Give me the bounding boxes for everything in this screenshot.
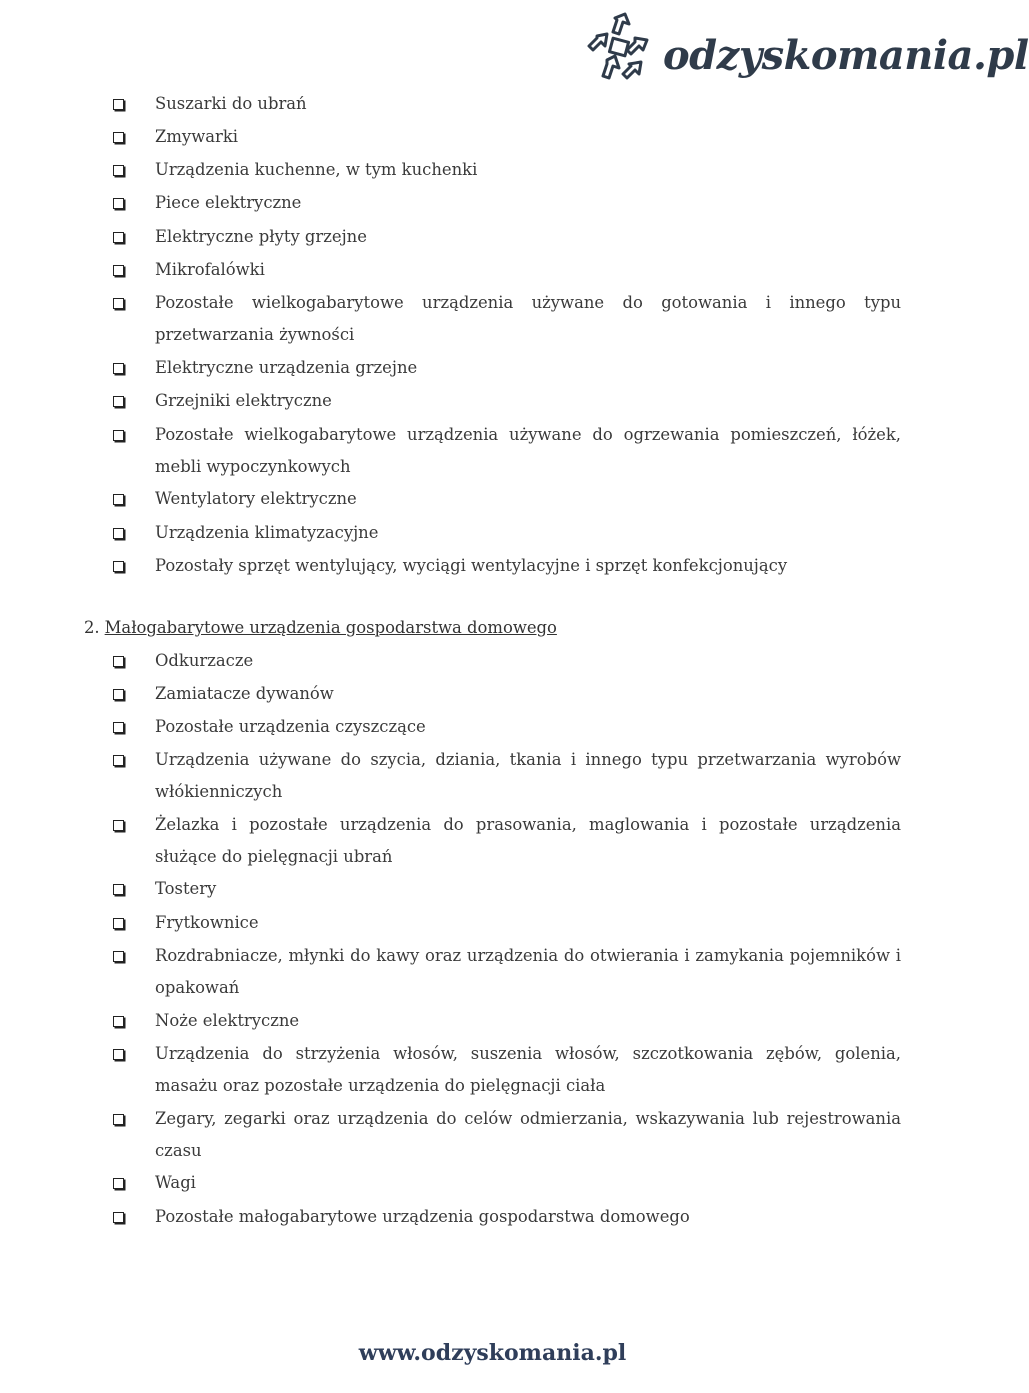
checkbox-bullet-icon [113, 396, 124, 407]
checkbox-bullet-icon [113, 430, 124, 441]
checkbox-bullet-icon [113, 165, 124, 176]
list-item: Wagi [155, 1167, 901, 1199]
list-item: Wentylatory elektryczne [155, 483, 901, 515]
checkbox-bullet-icon [113, 1049, 124, 1060]
footer-url-link[interactable]: www.odzyskomania.pl [358, 1340, 627, 1366]
checkbox-bullet-icon [113, 198, 124, 209]
list-item: Frytkownice [155, 907, 901, 939]
list-item: Tostery [155, 873, 901, 905]
list-item: Pozostałe urządzenia czyszczące [155, 711, 901, 743]
list-item: Żelazka i pozostałe urządzenia do prasowania, maglowania i pozostałe urządzenia służące do pielęgnacji ubrań [155, 809, 901, 873]
checkbox-bullet-icon [113, 528, 124, 539]
footer [0, 1340, 960, 1366]
logo-text: odzyskomania.pl [663, 32, 1029, 79]
checkbox-bullet-icon [113, 722, 124, 733]
checkbox-bullet-icon [113, 656, 124, 667]
list-item: Pozostałe wielkogabarytowe urządzenia używane do gotowania i innego typu przetwarzania żywności [155, 287, 901, 351]
checkbox-bullet-icon [113, 755, 124, 766]
checkbox-bullet-icon [113, 265, 124, 276]
list-item: Grzejniki elektryczne [155, 385, 901, 417]
checkbox-bullet-icon [113, 951, 124, 962]
list-item: Rozdrabniacze, młynki do kawy oraz urządzenia do otwierania i zamykania pojemników i opakowań [155, 940, 901, 1004]
list-item: Pozostały sprzęt wentylujący, wyciągi wentylacyjne i sprzęt konfekcjonujący [155, 550, 901, 582]
list-item: Noże elektryczne [155, 1005, 901, 1037]
list-item: Zmywarki [155, 121, 901, 153]
checkbox-bullet-icon [113, 1212, 124, 1223]
checkbox-bullet-icon [113, 232, 124, 243]
checkbox-bullet-icon [113, 132, 124, 143]
list-item: Urządzenia używane do szycia, dziania, tkania i innego typu przetwarzania wyrobów włókienniczych [155, 744, 901, 808]
list-item: Elektryczne płyty grzejne [155, 221, 901, 253]
list-item: Urządzenia klimatyzacyjne [155, 517, 901, 549]
checkbox-bullet-icon [113, 820, 124, 831]
section-heading [84, 612, 557, 644]
list-item: Zegary, zegarki oraz urządzenia do celów odmierzania, wskazywania lub rejestrowania czasu [155, 1103, 901, 1167]
checkbox-bullet-icon [113, 918, 124, 929]
list-item: Pozostałe małogabarytowe urządzenia gospodarstwa domowego [155, 1201, 901, 1233]
list-item: Urządzenia kuchenne, w tym kuchenki [155, 154, 901, 186]
list-item: Mikrofalówki [155, 254, 901, 286]
list-item: Suszarki do ubrań [155, 88, 901, 120]
checkbox-bullet-icon [113, 561, 124, 572]
list-item: Elektryczne urządzenia grzejne [155, 352, 901, 384]
recycle-arrows-logo-icon [585, 12, 657, 92]
list-item: Piece elektryczne [155, 187, 901, 219]
checkbox-bullet-icon [113, 1016, 124, 1027]
list-item: Pozostałe wielkogabarytowe urządzenia używane do ogrzewania pomieszczeń, łóżek, mebli wypoczynkowych [155, 419, 901, 483]
checkbox-bullet-icon [113, 99, 124, 110]
checkbox-bullet-icon [113, 494, 124, 505]
section-title: Małogabarytowe urządzenia gospodarstwa domowego [104, 618, 557, 637]
list-item: Urządzenia do strzyżenia włosów, suszenia włosów, szczotkowania zębów, golenia, masażu oraz pozostałe urządzenia do pielęgnacji ciała [155, 1038, 901, 1102]
checkbox-bullet-icon [113, 689, 124, 700]
section-number: 2. [84, 618, 100, 637]
list-item: Zamiatacze dywanów [155, 678, 901, 710]
list-item: Odkurzacze [155, 645, 901, 677]
checkbox-bullet-icon [113, 298, 124, 309]
checkbox-bullet-icon [113, 1114, 124, 1125]
checkbox-bullet-icon [113, 1178, 124, 1189]
checkbox-bullet-icon [113, 363, 124, 374]
checkbox-bullet-icon [113, 884, 124, 895]
